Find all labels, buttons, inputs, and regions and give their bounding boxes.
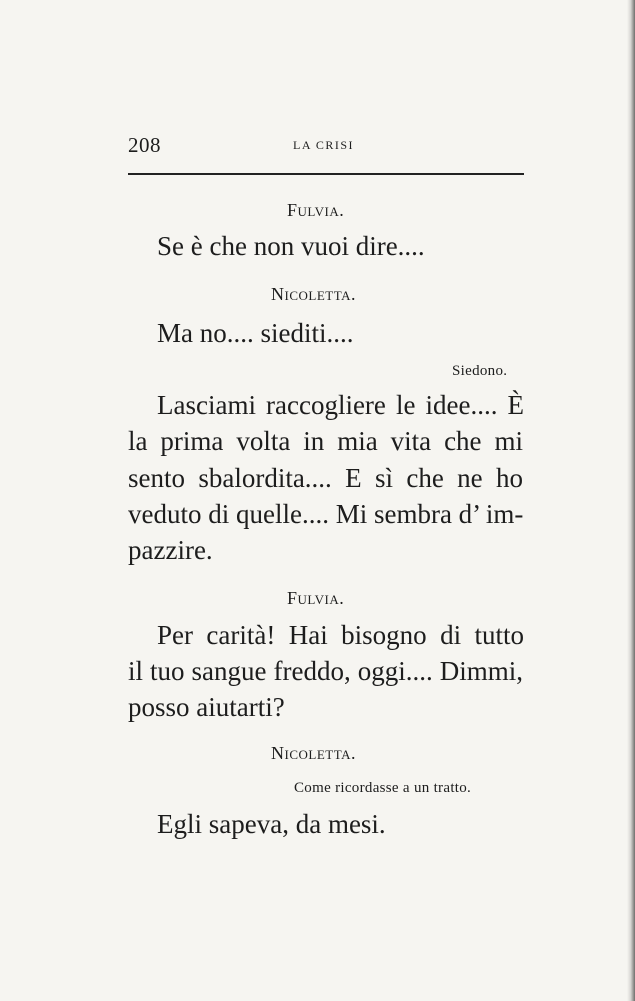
header-rule [128,173,524,175]
paragraph-line: la prima volta in mia vita che mi [128,426,523,456]
stage-direction: Come ricordasse a un tratto. [294,780,472,796]
paragraph-line: posso aiutarti? [128,692,285,722]
paragraph-line: Lasciami raccogliere le idee.... È [157,390,524,420]
running-title: LA CRISI [293,138,355,152]
stage-direction: Siedono. [452,363,508,379]
paragraph-line: Per carità! Hai bisogno di tutto [157,620,524,650]
dialogue-line: Ma no.... siediti.... [157,318,354,348]
speaker-name: Fulvia. [287,200,345,220]
speaker-name: Nicoletta. [271,284,356,304]
paragraph-line: pazzire. [128,535,213,565]
page-number: 208 [128,133,161,157]
paragraph-line: veduto di quelle.... Mi sembra d’ im- [128,499,524,529]
speaker-name: Nicoletta. [271,743,356,763]
speaker-name: Fulvia. [287,588,345,608]
paragraph-line: il tuo sangue freddo, oggi.... Dimmi, [128,656,523,686]
page-header [128,133,524,157]
dialogue-line: Se è che non vuoi dire.... [157,231,425,261]
dialogue-line: Egli sapeva, da mesi. [157,809,386,839]
page-edge-shadow [627,0,635,1001]
paragraph-line: sento sbalordita.... E sì che ne ho [128,463,523,493]
